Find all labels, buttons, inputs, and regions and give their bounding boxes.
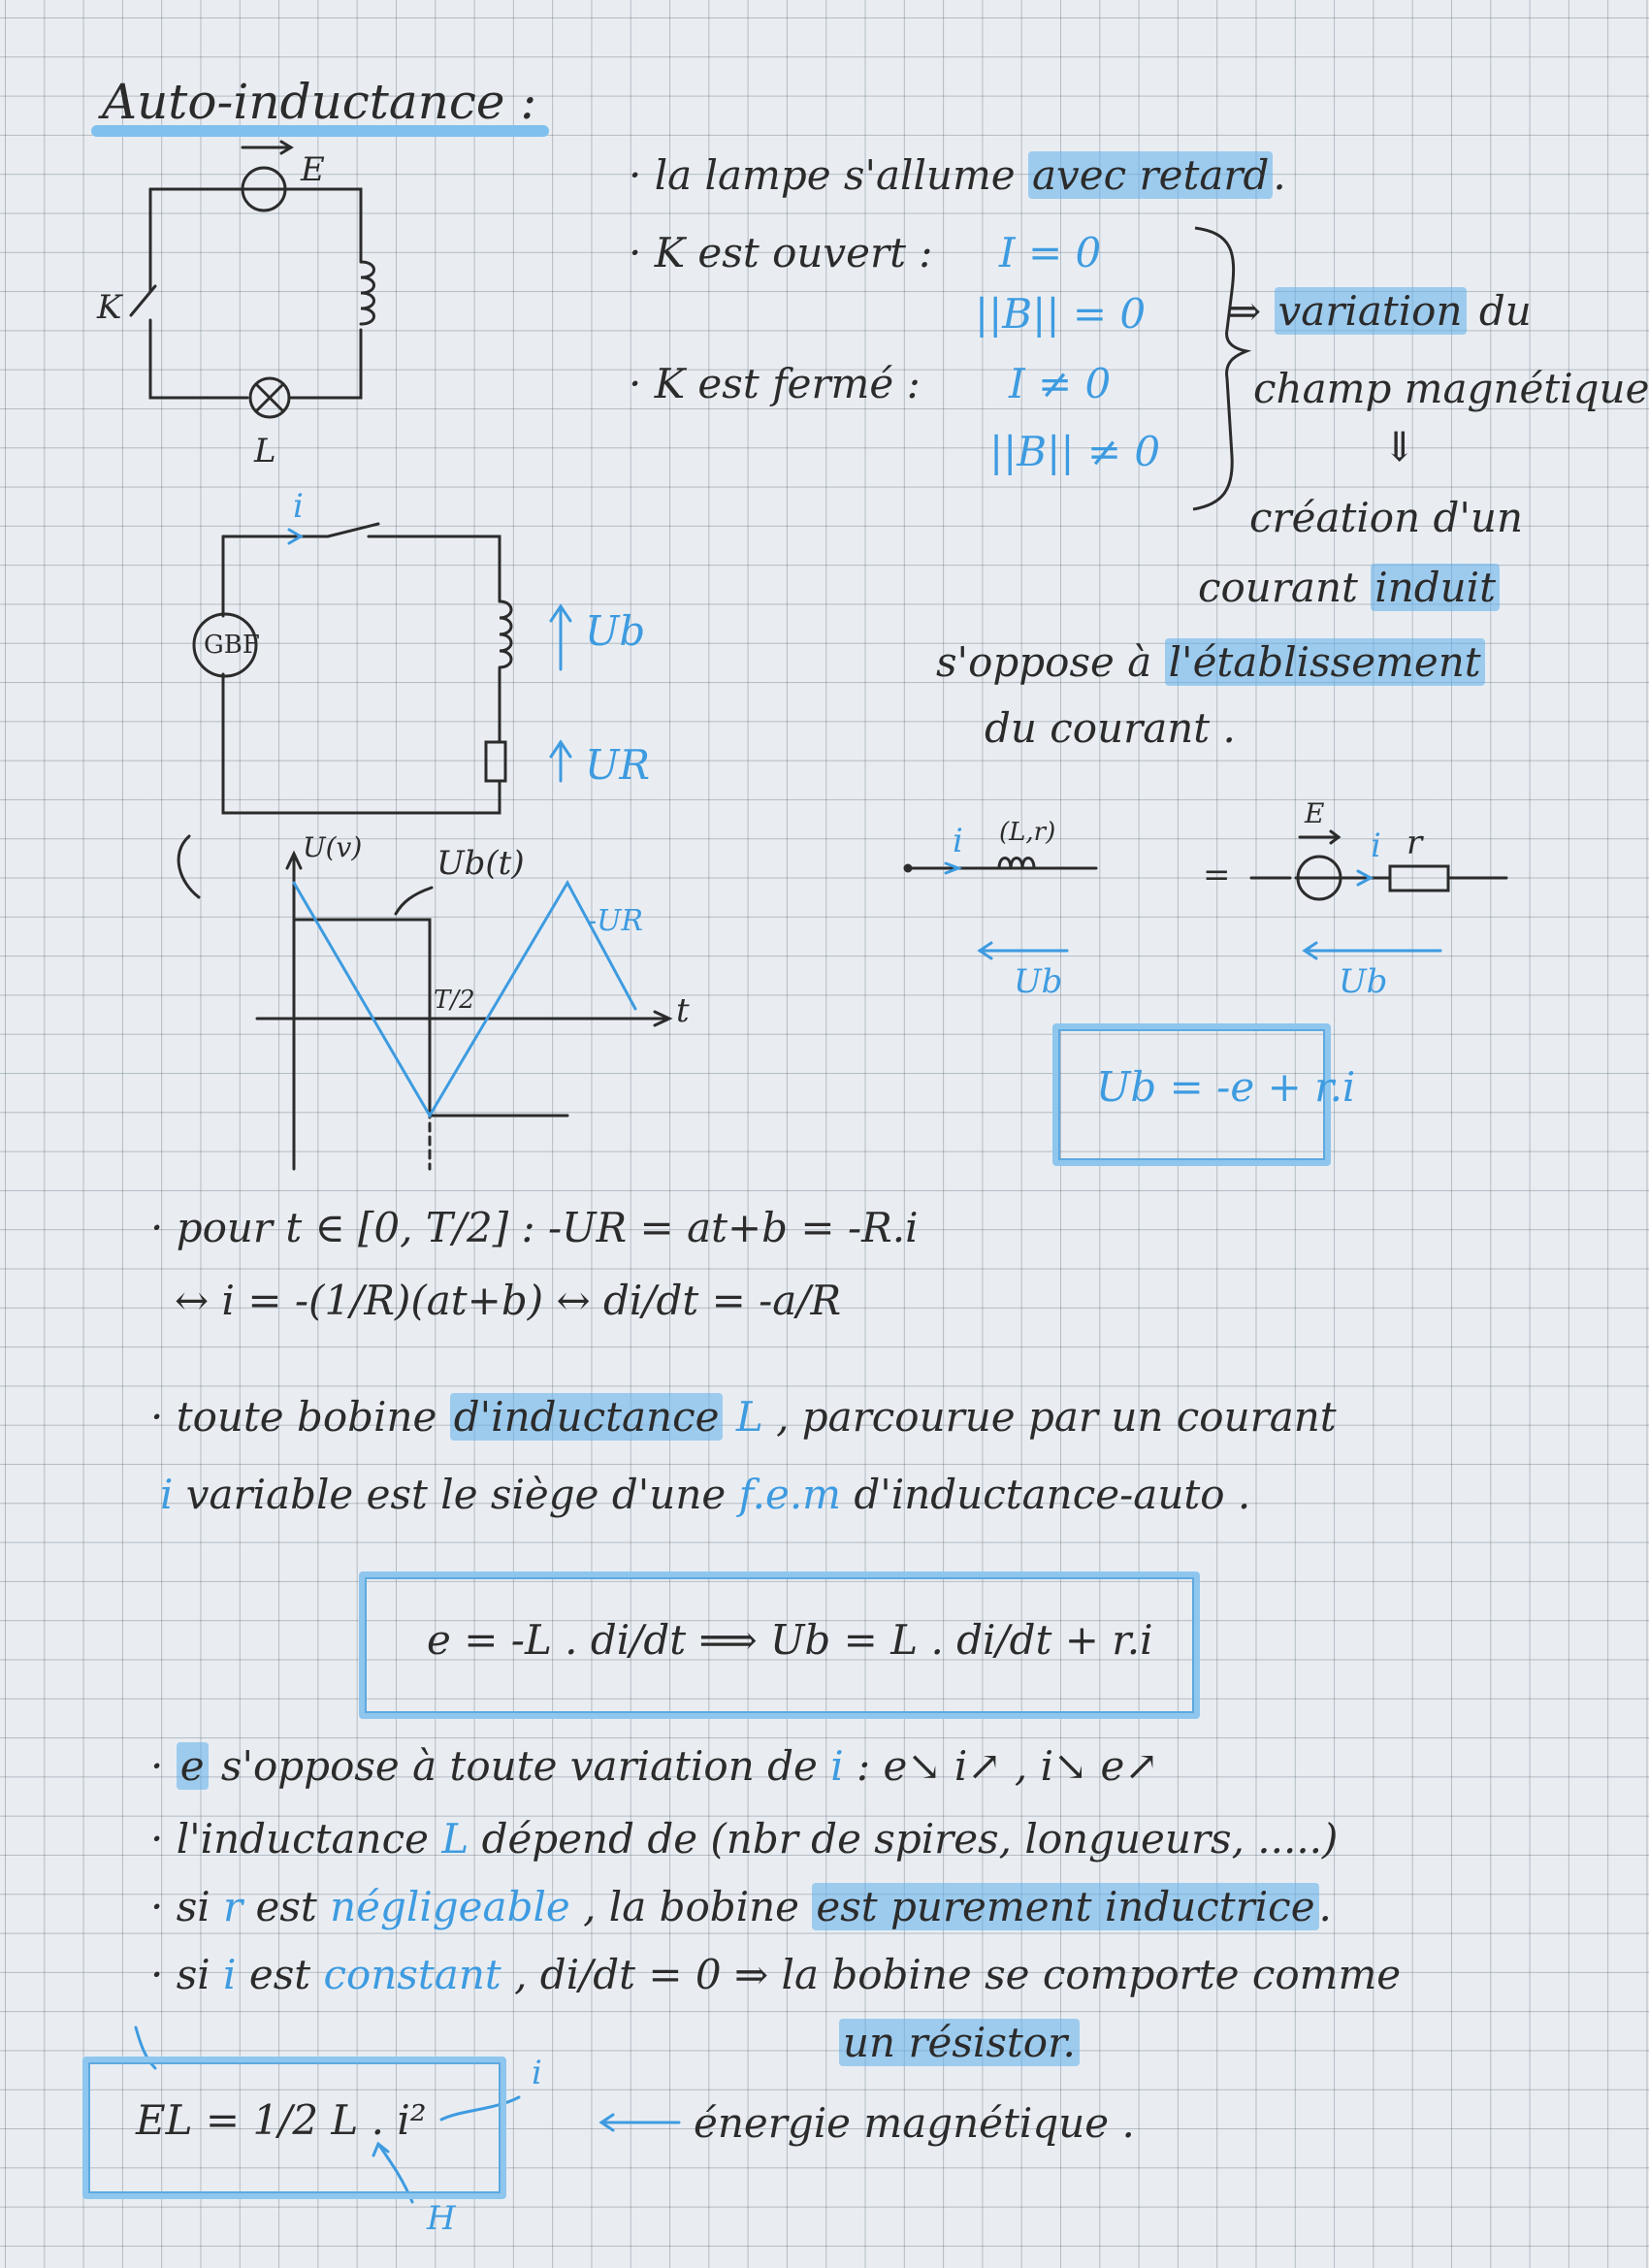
- note-du-courant: du courant .: [985, 704, 1236, 752]
- energy-h-label: H: [427, 2199, 456, 2238]
- open-current: I = 0: [999, 229, 1102, 276]
- note-implies: ⇓: [1382, 423, 1417, 470]
- note-courant: courant induit: [1198, 567, 1500, 608]
- graph-ylabel: U(v): [303, 831, 363, 863]
- coil-formula: Ub = -e + r.i: [1096, 1063, 1356, 1111]
- source-e-vector: [242, 142, 291, 153]
- highlight-inductrice: est purement inductrice: [812, 1883, 1318, 1930]
- y-axis: [287, 854, 301, 1169]
- calc-line-2: ↔ i = -(1/R)(at+b) ↔ di/dt = -a/R: [175, 1277, 842, 1324]
- graph-ur-label: -UR: [587, 904, 644, 938]
- ub-arrow-left-2: [1305, 943, 1440, 958]
- note-creation: création d'un: [1249, 494, 1524, 541]
- page-title: Auto-inductance :: [102, 74, 537, 130]
- model-r-label: r: [1406, 824, 1423, 862]
- graph-xlabel: t: [676, 991, 690, 1030]
- note-variation: ⇒ variation du: [1227, 287, 1532, 335]
- energy-label: énergie magnétique .: [694, 2099, 1135, 2147]
- open-field: ||B|| = 0: [975, 290, 1147, 338]
- energy-formula: EL = 1/2 L . i²: [136, 2096, 427, 2144]
- resistor-2: [486, 742, 505, 781]
- model-i-label: i: [1371, 826, 1381, 865]
- ub-label-pointer: [396, 888, 432, 914]
- bullet-4: · si i est constant , di/dt = 0 ⇒ la bobine se comporte comme: [150, 1951, 1402, 1998]
- main-formula: e = -L . di/dt ⟹ Ub = L . di/dt + r.i: [427, 1616, 1153, 1664]
- bullet-2: · l'inductance L dépend de (nbr de spires, longueurs, .....): [150, 1815, 1339, 1863]
- label-gbf: GBF: [204, 631, 260, 660]
- model-e-label: E: [1305, 797, 1325, 829]
- graph-half-period: T/2: [434, 986, 475, 1015]
- highlight-retard: avec retard: [1028, 151, 1273, 199]
- bullet-3: · si r est négligeable , la bobine est purement inductrice.: [150, 1883, 1332, 1930]
- circuit-1-wires: [131, 189, 361, 398]
- graph-ub-label: Ub(t): [436, 844, 525, 883]
- highlight-resistor: un résistor.: [839, 2019, 1080, 2066]
- statement-line-2: i variable est le siège d'une f.e.m d'inductance-auto .: [160, 1471, 1251, 1518]
- note-champ: champ magnétique: [1253, 365, 1649, 412]
- circuit-2-wires: [223, 524, 500, 813]
- note-open: · K est ouvert :: [629, 229, 933, 276]
- label-ub-circuit2: Ub: [585, 607, 646, 655]
- closed-field: ||B|| ≠ 0: [989, 428, 1161, 475]
- resistor-r: [1390, 866, 1448, 891]
- energy-i-label: i: [532, 2054, 542, 2092]
- hook-arrow: [178, 836, 199, 897]
- coil-2: [500, 601, 511, 667]
- highlight-inductance: d'inductance: [450, 1393, 724, 1441]
- coil-ub-label: Ub: [1014, 962, 1063, 1001]
- bullet-4-end: [839, 2019, 1080, 2066]
- calc-line-1: · pour t ∈ [0, T/2] : -UR = at+b = -R.i: [150, 1204, 919, 1251]
- energy-arrow: [601, 2115, 679, 2130]
- model-ub-label: Ub: [1339, 962, 1388, 1001]
- bullet-1: · e s'oppose à toute variation de i : e↘ i↗ , i↘ e↗: [150, 1742, 1159, 1790]
- note-closed: · K est fermé :: [629, 360, 921, 407]
- statement-line-1: · toute bobine d'inductance L , parcourue par un courant: [150, 1393, 1337, 1441]
- label-e: E: [301, 150, 325, 189]
- note-oppose: s'oppose à l'établissement: [936, 642, 1485, 683]
- closed-current: I ≠ 0: [1009, 360, 1112, 407]
- coil-3: [999, 859, 1034, 869]
- label-ur-circuit2: UR: [585, 741, 651, 789]
- coil-1: [361, 262, 374, 324]
- label-lamp: L: [254, 432, 276, 470]
- ub-arrow: [551, 606, 570, 669]
- ub-arrow-left: [980, 943, 1067, 958]
- ur-arrow: [551, 742, 570, 781]
- label-k: K: [97, 288, 122, 327]
- note-lamp: · la lampe s'allume avec retard.: [629, 151, 1286, 199]
- highlight-etablissement: l'établissement: [1165, 638, 1485, 686]
- highlight-induit: induit: [1371, 564, 1500, 611]
- highlight-variation: variation: [1275, 287, 1467, 335]
- brace: [1193, 228, 1246, 509]
- coil-label: (L,r): [999, 818, 1056, 847]
- equals-sign: =: [1203, 856, 1231, 894]
- coil-current-label: i: [953, 822, 963, 860]
- label-i-circuit2: i: [293, 487, 304, 526]
